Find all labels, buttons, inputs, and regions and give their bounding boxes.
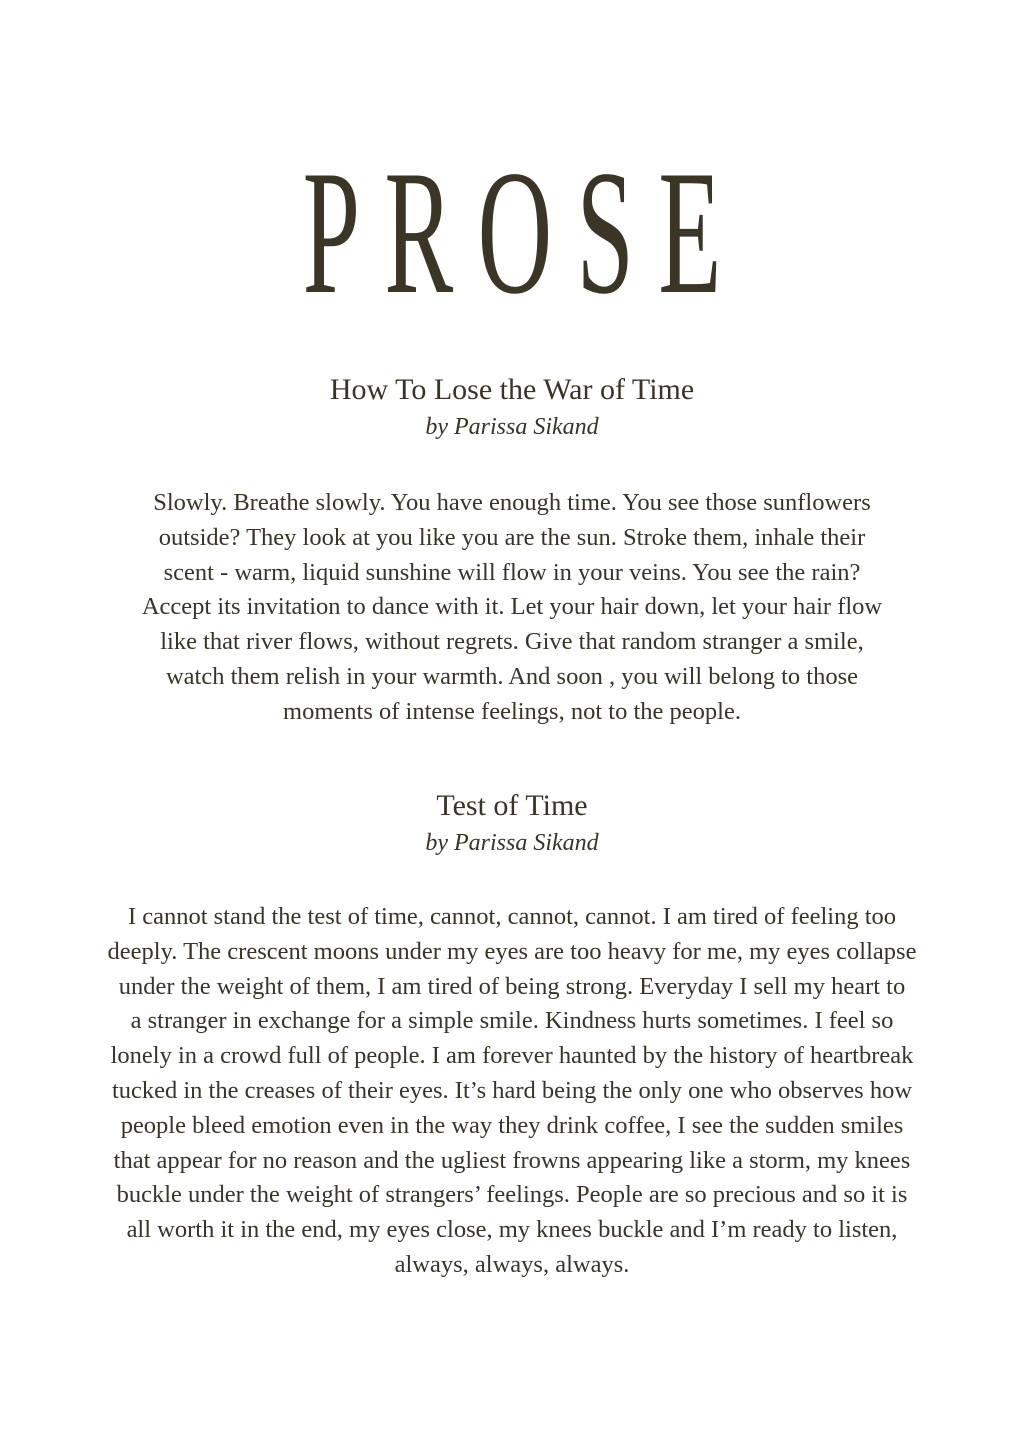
body-line: lonely in a crowd full of people. I am forever haunted by the history of heartbreak xyxy=(110,1042,914,1070)
piece-title: How To Lose the War of Time xyxy=(329,373,695,406)
body-line: tucked in the creases of their eyes. It’s hard being the only one who observes how xyxy=(111,1076,913,1104)
body-line: scent - warm, liquid sunshine will flow in your veins. You see the rain? xyxy=(163,558,861,586)
piece-author: by Parissa Sikand xyxy=(425,830,599,856)
body-line: people bleed emotion even in the way they drink coffee, I see the sudden smiles xyxy=(120,1111,904,1139)
body-line: that appear for no reason and the ugliest frowns appearing like a storm, my knees xyxy=(113,1146,911,1174)
piece-body xyxy=(102,486,922,730)
piece-title: Test of Time xyxy=(436,789,588,822)
prose-piece xyxy=(0,788,1024,1283)
body-line: outside? They look at you like you are the sun. Stroke them, inhale their xyxy=(158,523,866,551)
body-line: buckle under the weight of strangers’ feelings. People are so precious and so it is xyxy=(116,1181,908,1209)
body-line: I cannot stand the test of time, cannot, cannot, cannot. I am tired of feeling too xyxy=(127,903,897,930)
piece-author: by Parissa Sikand xyxy=(425,414,599,440)
body-line: like that river flows, without regrets. Give that random stranger a smile, xyxy=(160,628,864,656)
body-line: under the weight of them, I am tired of being strong. Everyday I sell my heart to xyxy=(118,972,906,1000)
body-line: Slowly. Breathe slowly. You have enough time. You see those sunflowers xyxy=(153,489,871,516)
body-line: watch them relish in your warmth. And soon , you will belong to those xyxy=(165,662,859,690)
page-title: PROSE xyxy=(302,133,746,331)
body-line: moments of intense feelings, not to the people. xyxy=(283,697,741,725)
body-line: Accept its invitation to dance with it. Let your hair down, let your hair flow xyxy=(141,593,883,621)
body-line: a stranger in exchange for a simple smile. Kindness hurts sometimes. I feel so xyxy=(130,1007,894,1035)
body-line: always, always, always. xyxy=(394,1250,630,1278)
piece-body xyxy=(72,900,952,1283)
body-line: deeply. The crescent moons under my eyes are too heavy for me, my eyes collapse xyxy=(107,937,917,965)
body-line: all worth it in the end, my eyes close, my knees buckle and I’m ready to listen, xyxy=(126,1216,898,1244)
prose-piece xyxy=(0,372,1024,730)
